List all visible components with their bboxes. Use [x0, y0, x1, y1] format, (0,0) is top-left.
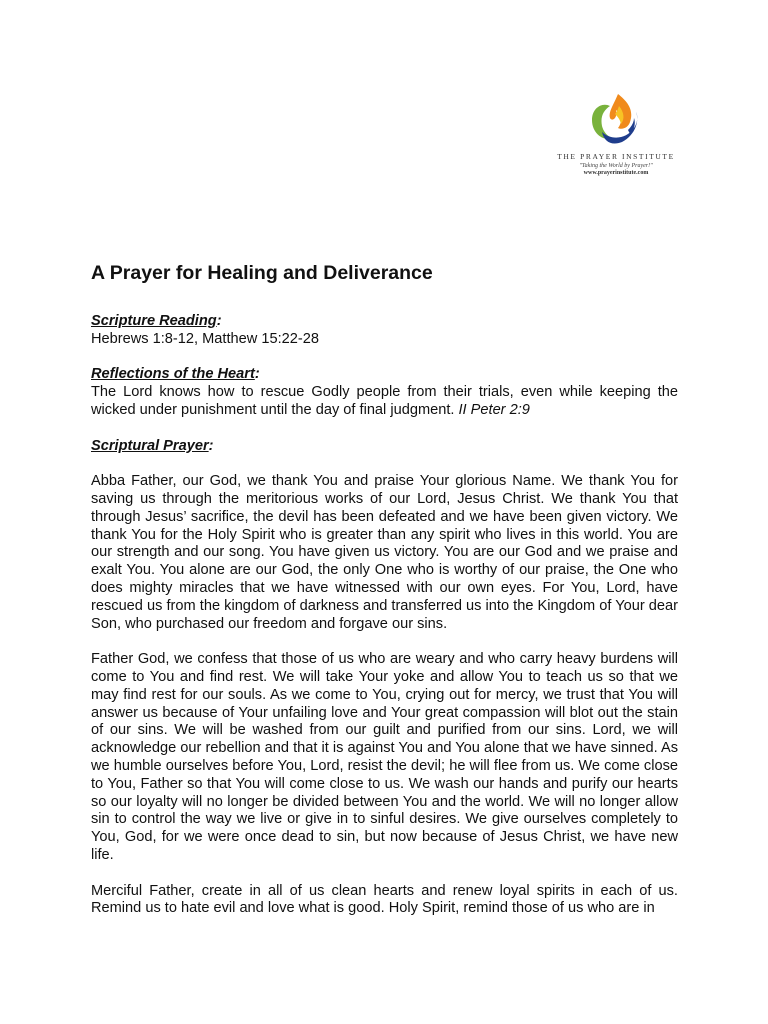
scripture-reading-heading	[91, 313, 678, 331]
reflections-heading	[91, 366, 678, 384]
reflections-text	[91, 384, 678, 420]
prayer-paragraph-1: Abba Father, our God, we thank You and praise Your glorious Name. We thank You for saving us through the meritorious works of our Lord, Jesus Christ. We thank You that through Jesus’ sacrifice, the devil has been defeated and we have been given victory. We thank You for the Holy Spirit who is greater than any spirit who lives in this world. You are our strength and our song. You have given us victory. You are our God and we praise and exalt You. You alone are our God, the only One who is worthy of our praise, the One who does mighty miracles that we have witnessed with our own eyes. For You, Lord, have rescued us from the kingdom of darkness and transferred us into the Kingdom of Your dear Son, who purchased our freedom and forgave our sins.	[91, 473, 678, 632]
scripture-reading-colon: :	[216, 313, 222, 329]
reflections-colon: :	[254, 366, 260, 383]
scriptural-prayer-colon: :	[208, 437, 214, 454]
prayer-paragraph-3: Merciful Father, create in all of us clean hearts and renew loyal spirits in each of us. Remind us to hate evil and love what is good. Holy Spirit, remind those of us who are in	[91, 882, 678, 917]
logo-url: www.prayerinstitute.com	[583, 170, 649, 176]
reflections-body: The Lord knows how to rescue Godly people from their trials, even while keeping the wicked under punishment until the day of final judgment.	[91, 384, 678, 418]
reflections-citation: II Peter 2:9	[458, 401, 530, 418]
flame-hands-icon	[588, 92, 644, 150]
logo-tagline: "Taking the World by Prayer!"	[579, 163, 653, 169]
document-body	[91, 313, 678, 918]
logo-org-name: THE PRAYER INSTITUTE	[557, 152, 675, 161]
prayer-institute-logo	[552, 92, 680, 188]
scriptural-prayer-label: Scriptural Prayer	[91, 437, 209, 454]
reflections-label: Reflections of the Heart	[91, 366, 255, 383]
scripture-reading-label: Scripture Reading	[91, 313, 217, 329]
scripture-reading-text: Hebrews 1:8-12, Matthew 15:22-28	[91, 330, 319, 347]
prayer-paragraph-2: Father God, we confess that those of us who are weary and who carry heavy burdens will come to You and find rest. We will take Your yoke and allow You to teach us so that we may find rest for our souls. As we come to You, crying out for mercy, we trust that You will answer us because of Your unfailing love and Your great compassion will blot out the stain of our sins. We will be washed from our guilt and purified from our sins. Lord, we will acknowledge our rebellion and that it is against You and You alone that we have sinned. As we humble ourselves before You, Lord, resist the devil; he will flee from us. We come close to You, Father so that You will come close to us. We wash our hands and purify our hearts so our loyalty will no longer be divided between You and the world. We will no longer allow sin to control the way we live or give in to sinful desires. We give ourselves completely to You, God, for we were once dead to sin, but now because of Jesus Christ, we have new life.	[91, 651, 678, 863]
page-title: A Prayer for Healing and Deliverance	[91, 262, 433, 284]
scriptural-prayer-heading	[91, 438, 678, 456]
